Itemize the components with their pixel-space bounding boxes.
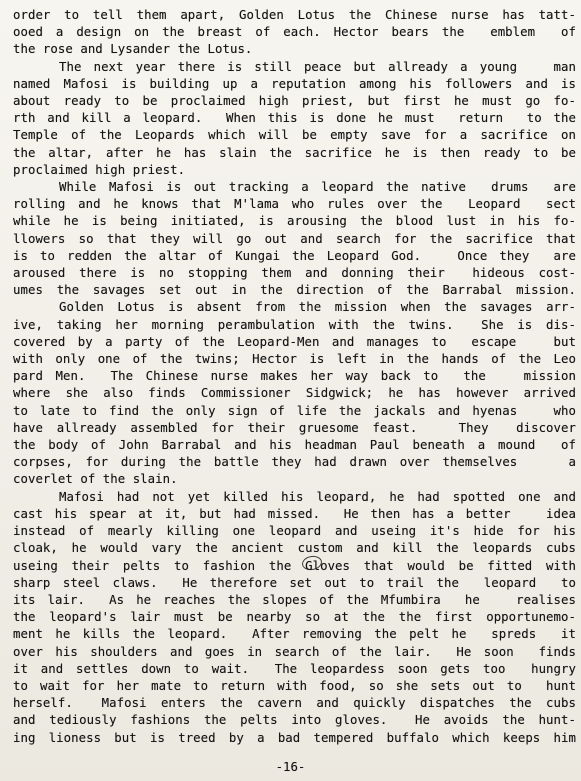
text-line: covered by a party of the Leopard-Men and manages to escape but [13, 334, 576, 349]
text-line: coverlet of the slain. [13, 472, 178, 487]
text-line: useing their pelts to fashion the Gloves that would be fitted with [13, 558, 576, 573]
text-line: order to tell them apart, Golden Lotus the Chinese nurse has tatt- [13, 8, 576, 22]
text-line: the body of John Barrabal and his headman Paul beneath a mound of [13, 438, 576, 453]
text-line: to late to find the only sign of life the jackals and hyenas who [13, 403, 576, 418]
text-line: The next year there is still peace but allready a young man [59, 59, 576, 74]
text-line: sharp steel claws. He therefore set out to trail the leopard to [13, 575, 576, 590]
text-line: aroused there is no stopping them and donning their hideous cost- [13, 266, 576, 281]
text-line: rolling and he knows that M'lama who rules over the Leopard sect [13, 197, 576, 212]
text-line: and tediously fashions the pelts into gloves. He avoids the hunt- [13, 713, 576, 728]
text-line: over his shoulders and goes in search of the lair. He soon finds [13, 644, 576, 659]
text-line: pard Men. The Chinese nurse makes her way back to the mission [13, 369, 576, 384]
text-line: While Mafosi is out tracking a leopard the native drums are [59, 180, 576, 195]
text-line: it and settles down to wait. The leopardess soon gets too hungry [13, 661, 576, 676]
text-line: while he is being initiated, is arousing the blood lust in his fo- [13, 214, 576, 229]
text-line: ing lioness but is treed by a bad tempered buffalo which keeps him [13, 730, 576, 745]
text-line: ment he kills the leopard. After removing the pelt he spreds it [13, 627, 576, 642]
text-line: where she also finds Commissioner Sidgwick; he has however arrived [13, 386, 576, 401]
text-line: ive, taking her morning perambulation with the twins. She is dis- [13, 317, 576, 332]
body-text [13, 7, 576, 747]
text-line: instead of mearly killing one leopard and useing it's hide for his [13, 524, 576, 539]
text-line: Golden Lotus is absent from the mission when the savages arr- [59, 300, 576, 315]
text-line: the leopard's lair must be nearby so at the the first opportunemo- [13, 610, 576, 625]
text-line: cloak, he would vary the ancient custom and kill the leopards cubs [13, 541, 576, 556]
text-line: cast his spear at it, but had missed. He then has a better idea [13, 506, 576, 521]
text-line: the altar, after he has slain the sacrifice he is then ready to be [13, 145, 576, 160]
text-line: named Mafosi is building up a reputation among his followers and is [13, 76, 576, 91]
text-line: proclaimed high priest. [13, 162, 186, 177]
text-line: is to redden the altar of Kungai the Leopard God. Once they are [13, 248, 576, 263]
text-line: about ready to be proclaimed high priest, but first he must go fo- [13, 94, 576, 109]
text-line: Mafosi had not yet killed his leopard, he had spotted one and [59, 489, 576, 504]
text-line: ooed a design on the breast of each. Hector bears the emblem of [13, 25, 576, 40]
text-line: corpses, for during the battle they had drawn over themselves a [13, 455, 576, 470]
text-line: Temple of the Leopards which will be empty save for a sacrifice on [13, 128, 576, 143]
text-line: the rose and Lysander the Lotus. [13, 42, 253, 57]
text-line: rth and kill a leopard. When this is done he must return to the [13, 111, 576, 126]
text-line: its lair. As he reaches the slopes of the Mfumbira he realises [13, 592, 576, 607]
text-line: umes the savages set out in the direction of the Barrabal mission. [13, 283, 576, 298]
text-line: have allready assembled for their gruesome feast. They discover [13, 420, 576, 435]
text-line: with only one of the twins; Hector is left in the hands of the Leo [13, 352, 576, 367]
text-line: to wait for her mate to return with food, so she sets out to hunt [13, 678, 576, 693]
text-line: herself. Mafosi enters the cavern and quickly dispatches the cubs [13, 696, 576, 711]
text-line: llowers so that they will go out and search for the sacrifice that [13, 231, 576, 246]
page-number: -16- [275, 760, 306, 774]
